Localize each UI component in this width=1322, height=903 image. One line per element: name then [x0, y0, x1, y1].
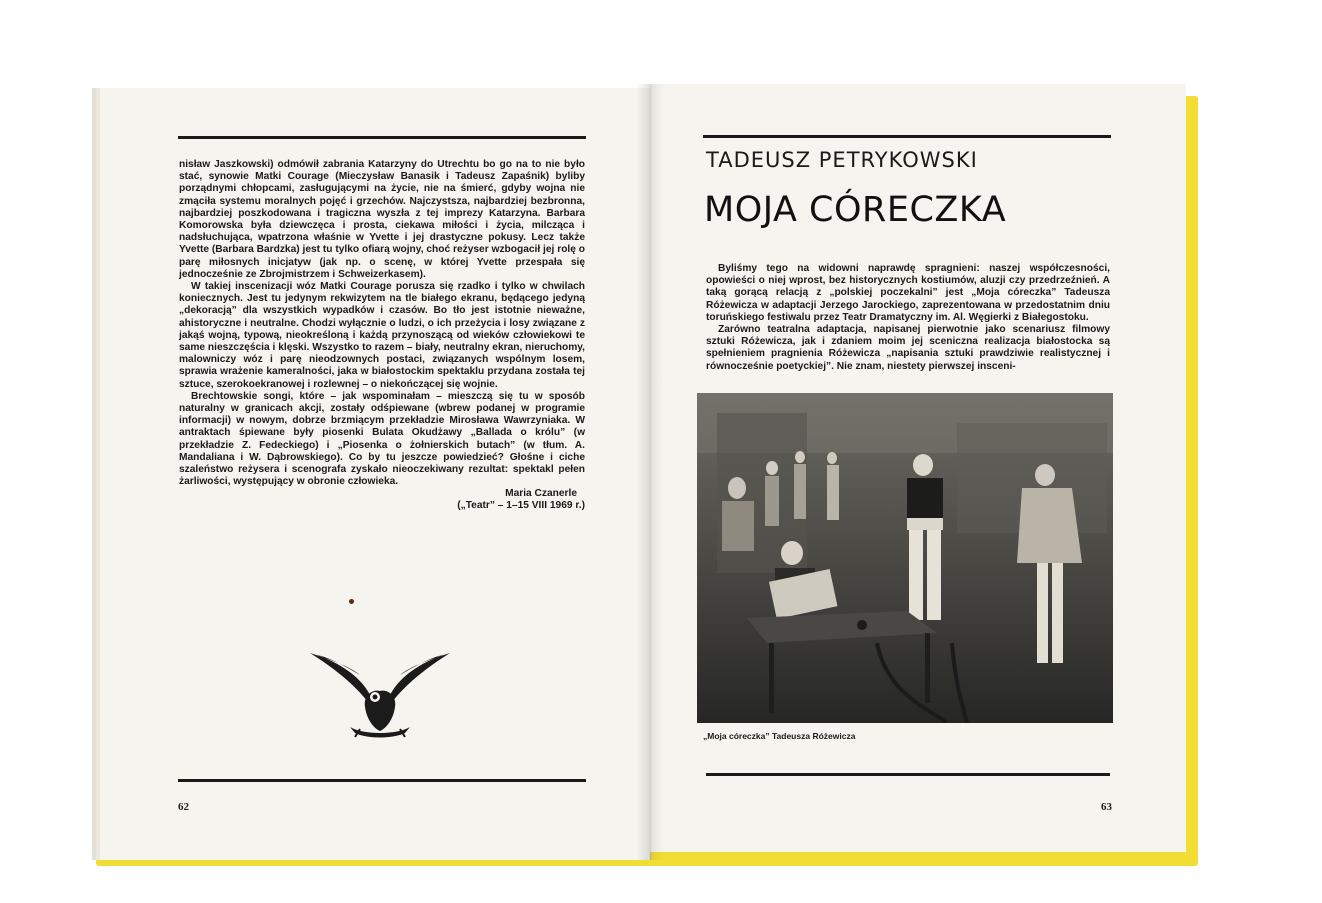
left-top-rule [178, 136, 586, 139]
signature-block [380, 488, 585, 512]
eagle-emblem-icon [305, 645, 455, 740]
page-number-left: 62 [178, 801, 189, 813]
page-number-right: 63 [1101, 801, 1112, 813]
right-bottom-rule [706, 773, 1110, 776]
left-paragraph-1: nisław Jaszkowski) odmówił zabrania Katarzyny do Utrechtu bo go na to nie było stać, synowie Matki Courage (Mieczysław Banasik i Tadeusz Zapaśnik) byliby porządnymi chłopcami, zasługującymi na życie, nie na śmierć, gdyby wojna nie zmąciła systemu moralnych pojęć i grzechów. Najczystsza, najbardziej bezbronna, najbardziej poszkodowana i tragiczna wyszła z tej imprezy Katarzyna. Barbara Komorowska była dziewczęca i prosta, ciekawa miłości i życia, milcząca i nadsłuchująca, wpatrzona właśnie w Yvette i jej drastyczne pokusy. Lecz także Yvette (Barbara Bardzka) jest tu tylko ofiarą wojny, choć reżyser wzbogacił jej rolę o parę miłosnych inicjatyw (jak np. o scenę, w której Yvette przespała się jednocześnie ze Zbrojmistrzem i Schweizerkasem). [179, 159, 585, 280]
left-paragraph-3: Brechtowskie songi, które – jak wspominałam – mieszczą się tu w sposób naturalny w granicach akcji, zostały odśpiewane (wbrew podanej w programie informacji) w nowym, dobrze brzmiącym przekładzie Mirosława Wawrzyniaka. W antraktach śpiewane były piosenki Bulata Okudżawy „Ballada o królu” (w przekładzie Z. Fedeckiego) i „Piosenka o żołnierskich butach” (w tłum. A. Mandaliana i W. Dąbrowskiego). Co by tu jeszcze powiedzieć? Głośne i ciche szaleństwo reżysera i scenografa zyskało nieoczekiwany rezultat: spektakl pełen żarliwości, występujący w obronie człowieka. [179, 390, 585, 488]
left-body-text [179, 159, 585, 488]
stage-photo-image [697, 393, 1113, 723]
stage-photo [697, 393, 1113, 723]
book-gutter-shadow [636, 84, 664, 860]
right-paragraph-1: Byliśmy tego na widowni naprawdę spragnieni: naszej współczesności, opowieści o niej wprost, bez historycznych kostiumów, aluzji czy przedrzeźnień. A taką gorącą relacją z „polskiej poczekalni” jest „Moja córeczka” Tadeusza Różewicza w adaptacji Jerzego Jarockiego, zaprezentowana w przedostatnim dniu toruńskiego festiwalu przez Teatr Dramatyczny im. Al. Węgierki z Białegostoku. [706, 263, 1110, 323]
right-top-rule [703, 135, 1111, 138]
signature-name: Maria Czanerle [505, 488, 577, 499]
ink-spot [349, 599, 354, 604]
signature-source: („Teatr” – 1–15 VIII 1969 r.) [457, 500, 585, 512]
left-paragraph-2: W takiej inscenizacji wóz Matki Courage porusza się rzadko i tylko w chwilach koniecznych. Jest tu jedynym rekwizytem na tle białego ekranu, będącego jedyną „dekoracją” dla wszystkich wypadków i czasów. Bo tło jest istotnie nieważne, ahistoryczne i neutralne. Chodzi wyłącznie o ludzi, o ich przeżycia i losy związane z jakąś wojną, typową, nieokreśloną i każdą przynoszącą od wieków człowiekowi te same nieszczęścia i klęski. Wszystko to razem – biały, neutralny ekran, nieruchomy, malowniczy wóz i parę nieodzownych postaci, związanych wspólnym losem, sprawia wrażenie kameralności, jaka w białostockim spektaklu przydana została tej sztuce, szerokoekranowej i rozlewnej – o niekończącej się wojnie. [179, 281, 585, 390]
article-author: TADEUSZ PETRYKOWSKI [706, 148, 978, 172]
right-paragraph-2: Zarówno teatralna adaptacja, napisanej pierwotnie jako scenariusz filmowy sztuki Różewicza, jak i zdaniem moim jej sceniczna realizacja białostocka są spełnieniem pragnienia Różewicza „napisania sztuki prawdziwie realistycznej i równocześnie poetyckiej”. Nie znam, niestety pierwszej insceni- [706, 324, 1110, 372]
photo-caption: „Moja córeczka” Tadeusza Różewicza [703, 731, 856, 741]
left-bottom-rule [178, 779, 586, 782]
right-body-text [706, 263, 1110, 375]
article-title: MOJA CÓRECZKA [704, 190, 1007, 230]
